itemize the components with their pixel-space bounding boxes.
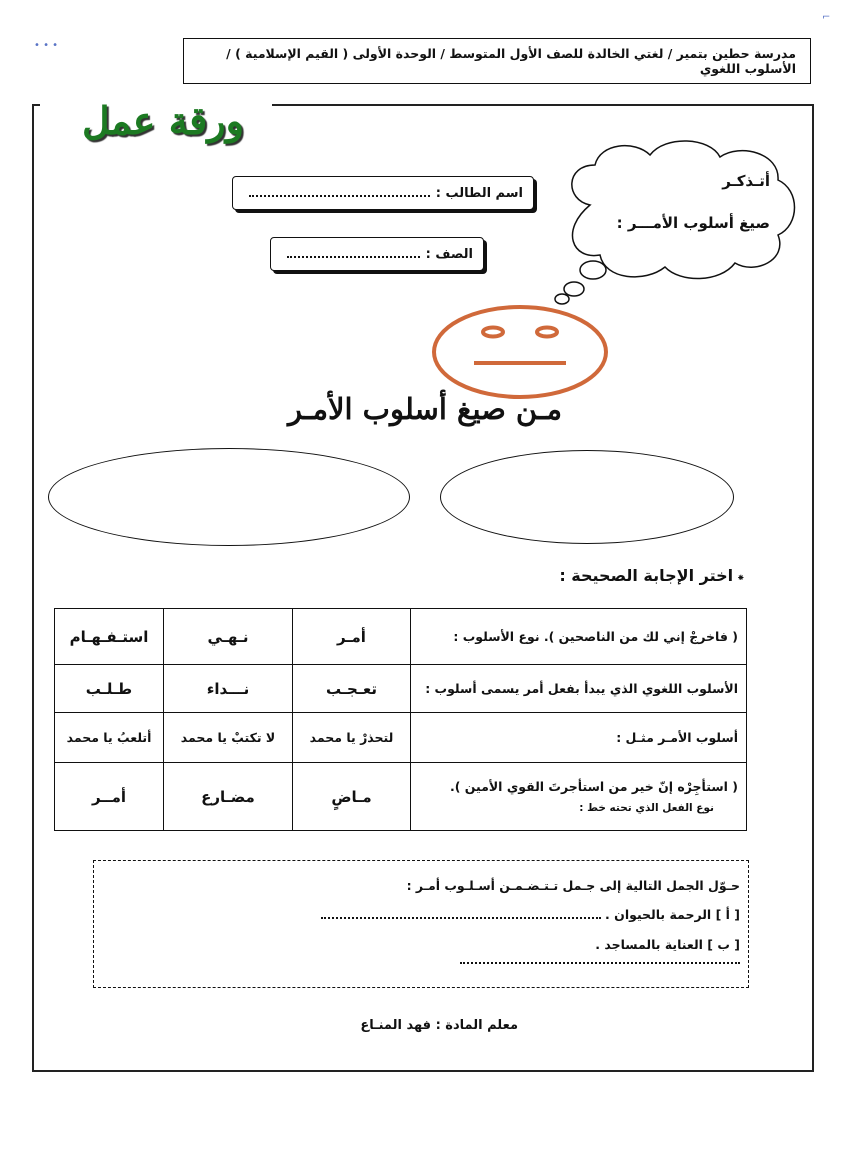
option-cell[interactable]: تعـجـب	[293, 665, 411, 713]
table-row	[55, 713, 747, 763]
option-cell[interactable]: نـهـي	[164, 609, 293, 665]
class-label: الصف :	[425, 246, 473, 262]
table-row	[55, 609, 747, 665]
option-cell[interactable]: طـلـب	[55, 665, 164, 713]
student-name-dotted-line	[249, 189, 430, 197]
worksheet-title: ورقة عمل	[82, 98, 244, 143]
table-row	[55, 763, 747, 831]
question-table	[54, 608, 747, 831]
option-cell[interactable]: أمــر	[55, 763, 164, 831]
transform-item-b[interactable]	[300, 937, 740, 967]
question-cell: ( فاخرجْ إني لك من الناصحين ). نوع الأسلوب :	[411, 609, 747, 665]
option-cell[interactable]: لا تكتبْ يا محمد	[164, 713, 293, 763]
cloud-remember: أتـذكـر	[722, 172, 770, 190]
question-text: ( استأجِرْه إنّ خير من استأجرتَ القوي الأمين ).	[449, 779, 738, 794]
bullet-icon: ⁕	[733, 573, 745, 584]
transform-item-a[interactable]	[300, 907, 740, 922]
option-cell[interactable]: مـاضٍ	[293, 763, 411, 831]
main-heading: مـن صيغ أسلوب الأمـر	[287, 392, 563, 426]
answer-ellipse-right[interactable]	[440, 450, 734, 544]
question-subtext: نوع الفعل الذي تحته خط :	[579, 802, 714, 814]
option-cell[interactable]: نـــداء	[164, 665, 293, 713]
header-box	[183, 38, 811, 84]
teacher-signature: معلم المادة : فهد المنـاع	[360, 1018, 518, 1033]
transform-instruction: حـوّل الجمل التالية إلى جـمل تـتـضـمـن أسـلـوب أمـر :	[406, 878, 740, 893]
question-cell	[411, 763, 747, 831]
student-name-field[interactable]	[232, 176, 534, 210]
class-field[interactable]	[270, 237, 484, 271]
item-text: الرحمة بالحيوان .	[605, 907, 712, 922]
answer-dotted-line[interactable]	[460, 956, 740, 964]
choose-instruction-text: اختر الإجابة الصحيحة :	[559, 566, 734, 585]
option-cell[interactable]: استـفـهـام	[55, 609, 164, 665]
option-cell[interactable]: أتلعبُ يا محمد	[55, 713, 164, 763]
scan-mark-corner: ⌐	[822, 12, 831, 23]
table-row	[55, 665, 747, 713]
item-label: [ ب ]	[707, 937, 740, 952]
option-cell[interactable]: أمـر	[293, 609, 411, 665]
student-name-label: اسم الطالب :	[435, 185, 523, 201]
scan-mark: • • •	[34, 40, 59, 51]
answer-dotted-line[interactable]	[321, 911, 601, 919]
header-text: مدرسة حطين بتمير / لغتي الخالدة للصف الأول المتوسط / الوحدة الأولى ( القيم الإسلامية ) / الأسلوب اللغوي	[226, 46, 796, 76]
class-dotted-line	[287, 250, 420, 258]
item-label: [ أ ]	[715, 907, 740, 922]
choose-instruction	[470, 566, 745, 585]
item-text: العناية بالمساجد .	[595, 937, 703, 952]
cloud-command-forms: صيغ أسلوب الأمـــر :	[616, 214, 770, 232]
smiley-face-icon	[430, 302, 610, 402]
answer-ellipse-left[interactable]	[48, 448, 410, 546]
option-cell[interactable]: مضـارع	[164, 763, 293, 831]
question-cell: الأسلوب اللغوي الذي يبدأ بفعل أمر يسمى أسلوب :	[411, 665, 747, 713]
question-cell: أسلوب الأمـر مثـل :	[411, 713, 747, 763]
option-cell[interactable]: لتحذرْ يا محمد	[293, 713, 411, 763]
